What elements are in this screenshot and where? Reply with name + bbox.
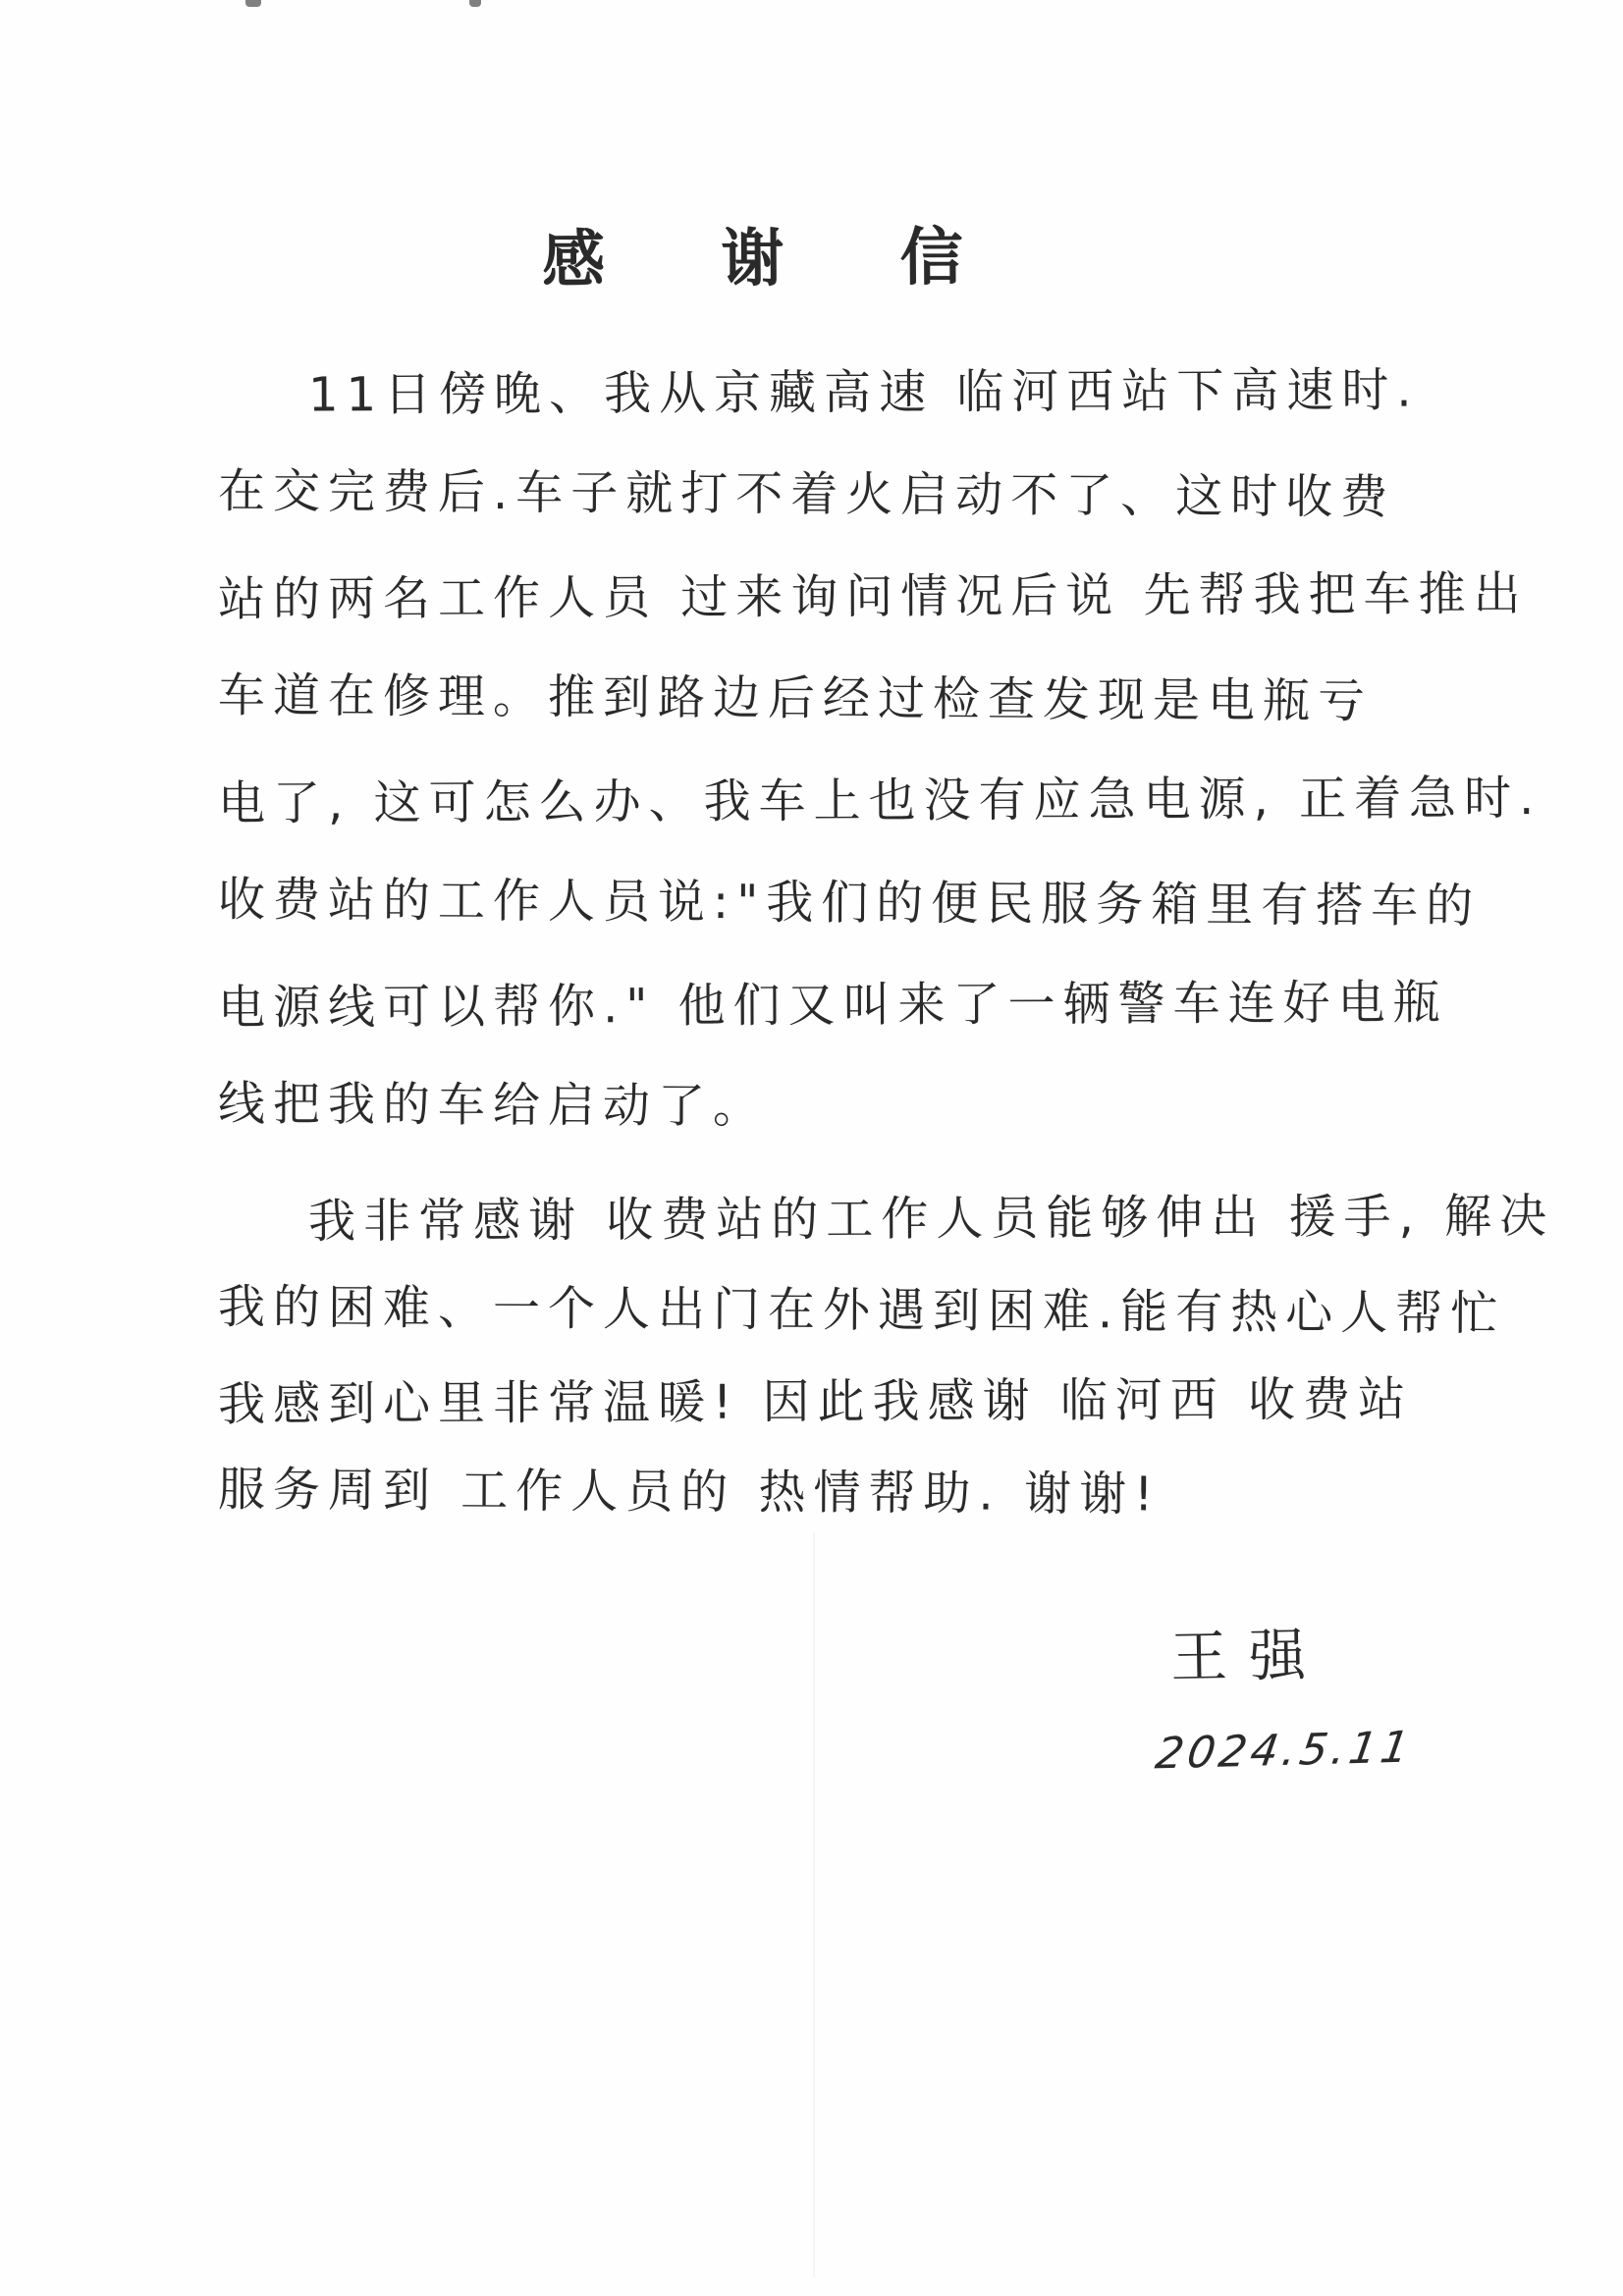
signature: 王强 <box>1169 1621 1328 1691</box>
handwritten-line: 电源线可以帮你." 他们又叫来了一辆警车连好电瓶 <box>217 975 1448 1036</box>
handwritten-line: 我非常感谢 收费站的工作人员能够伸出 援手, 解决 <box>307 1188 1555 1250</box>
handwritten-line: 我感到心里非常温暖! 因此我感谢 临河西 收费站 <box>217 1371 1414 1432</box>
handwritten-line: 在交完费后.车子就打不着火启动不了、这时收费 <box>217 463 1396 525</box>
handwritten-line: 我的困难、一个人出门在外遇到困难.能有热心人帮忙 <box>217 1279 1506 1342</box>
handwritten-line: 站的两名工作人员 过来询问情况后说 先帮我把车推出 <box>217 566 1529 627</box>
handwritten-line: 收费站的工作人员说:"我们的便民服务箱里有搭车的 <box>217 872 1482 934</box>
letter-title: 感 谢 信 <box>541 221 1010 297</box>
date: 2024.5.11 <box>1152 1722 1417 1780</box>
scan-artifact <box>245 0 261 7</box>
handwritten-line: 线把我的车给启动了。 <box>217 1076 769 1135</box>
handwritten-line: 车道在修理。推到路边后经过检查发现是电瓶亏 <box>217 667 1374 729</box>
handwritten-line: 电了, 这可怎么办、我车上也没有应急电源, 正着急时. <box>217 771 1542 831</box>
paragraph-1 <box>217 342 1542 1158</box>
handwritten-line: 11日傍晚、我从京藏高速 临河西站下高速时. <box>307 362 1420 423</box>
scan-artifact <box>469 0 481 7</box>
paragraph-2 <box>217 1174 1555 1539</box>
handwritten-line: 服务周到 工作人员的 热情帮助. 谢谢! <box>217 1462 1162 1522</box>
letter-body <box>217 342 1555 1539</box>
paper-crease <box>813 1531 815 2277</box>
